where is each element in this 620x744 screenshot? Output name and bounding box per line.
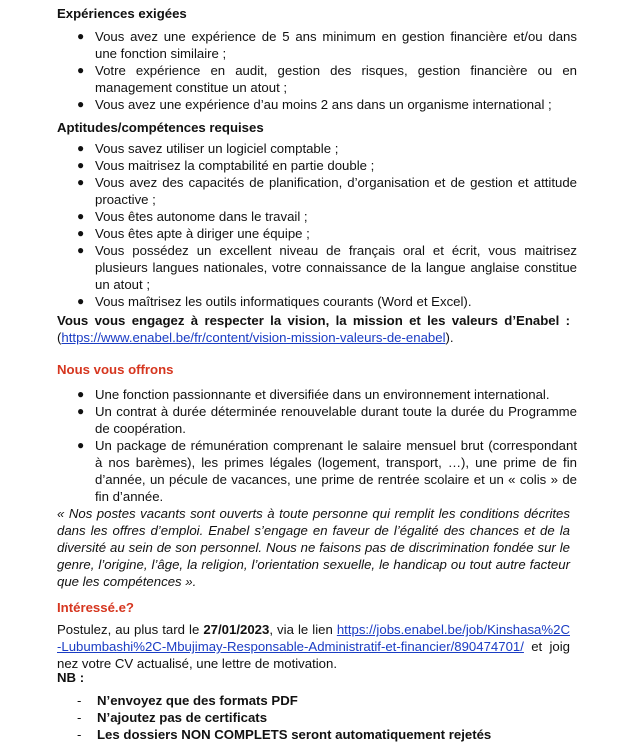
- list-item: ● Vous êtes apte à diriger une équipe ;: [77, 226, 310, 241]
- aptitudes-heading: Aptitudes/compétences requises: [57, 120, 264, 135]
- application-link[interactable]: https://jobs.enabel.be/job/Kinshasa%2C-Lubumbashi%2C-Mbujimay-Responsable-Administratif-et-financier/890474701/: [57, 622, 570, 654]
- bullet-icon: ●: [77, 97, 85, 111]
- nb-heading: NB :: [57, 670, 85, 685]
- list-item: ● Un contrat à durée déterminée renouvelable durant toute la durée du Programme de coopération.: [77, 404, 577, 436]
- bullet-icon: ●: [77, 294, 85, 308]
- bullet-icon: ●: [77, 404, 85, 418]
- list-item: ● Vous savez utiliser un logiciel comptable ;: [77, 141, 339, 156]
- dash-icon: -: [77, 710, 82, 725]
- offer-list: [57, 386, 577, 505]
- bullet-icon: ●: [77, 141, 85, 155]
- list-item: ● Vous maitrisez la comptabilité en partie double ;: [77, 158, 375, 173]
- experiences-list: [57, 28, 577, 113]
- bullet-icon: ●: [77, 226, 85, 240]
- list-item: ● Vous possédez un excellent niveau de français oral et écrit, vous maitrisez plusieurs langues nationales, votre connaissance de la langue anglaise constitue un atout ;: [77, 243, 577, 292]
- list-item: ● Vous avez une expérience d’au moins 2 ans dans un organisme international ;: [77, 97, 552, 112]
- list-item: - N’ajoutez pas de certificats: [77, 710, 268, 725]
- enabel-values-link[interactable]: https://www.enabel.be/fr/content/vision-mission-valeurs-de-enabel: [61, 330, 446, 345]
- dash-icon: -: [77, 727, 82, 742]
- list-item: ● Vous avez une expérience de 5 ans minimum en gestion financière et/ou dans une fonction similaire ;: [77, 29, 577, 61]
- list-item: ● Une fonction passionnante et diversifiée dans un environnement international.: [77, 387, 550, 402]
- list-item: ● Vous êtes autonome dans le travail ;: [77, 209, 308, 224]
- aptitudes-list: [57, 140, 577, 310]
- bullet-icon: ●: [77, 209, 85, 223]
- list-item: ● Vous avez des capacités de planification, d’organisation et de gestion et attitude proactive ;: [77, 175, 577, 207]
- bullet-icon: ●: [77, 243, 85, 257]
- experiences-heading: Expériences exigées: [57, 6, 187, 21]
- interested-heading: Intéressé.e?: [57, 600, 134, 615]
- bullet-icon: ●: [77, 63, 85, 77]
- application-paragraph: Postulez, au plus tard le 27/01/2023, via le lien https://jobs.enabel.be/job/Kinshasa%2C-Lubumbashi%2C-Mbujimay-Responsable-Administratif-et-financier/890474701/ et joignez votre CV actualisé, une lettre de motivation.: [57, 622, 570, 671]
- dash-icon: -: [77, 693, 82, 708]
- bullet-icon: ●: [77, 438, 85, 452]
- list-item: - N’envoyez que des formats PDF: [77, 693, 298, 708]
- bullet-icon: ●: [77, 29, 85, 43]
- bullet-icon: ●: [77, 158, 85, 172]
- engagement-paragraph: Vous vous engagez à respecter la vision, la mission et les valeurs d’Enabel :(https://www.enabel.be/fr/content/vision-mission-valeurs-de-enabel).: [57, 313, 570, 345]
- list-item: ● Votre expérience en audit, gestion des risques, gestion financière ou en management constitue un atout ;: [77, 63, 577, 95]
- bullet-icon: ●: [77, 175, 85, 189]
- list-item: ● Un package de rémunération comprenant le salaire mensuel brut (correspondant à nos barèmes), les primes légales (logement, transport, …), une prime de fin d’année, un pécule de vacances, une prime de rentrée scolaire et un « colis » de fin d’année.: [77, 438, 577, 504]
- equality-statement: « Nos postes vacants sont ouverts à toute personne qui remplit les conditions décrites dans les offres d’emploi. Enabel s’engage en faveur de l’égalité des chances et de la diversité au sein de son personnel. Nous ne faisons pas de discrimination fondée sur le genre, l’origine, l’âge, la religion, l’orientation sexuelle, le handicap ou tout autre facteur que les compétences ».: [57, 506, 570, 589]
- list-item: - Les dossiers NON COMPLETS seront automatiquement rejetés: [77, 727, 492, 742]
- nb-list: [57, 692, 577, 743]
- offer-heading: Nous vous offrons: [57, 362, 174, 377]
- list-item: ● Vous maîtrisez les outils informatiques courants (Word et Excel).: [77, 294, 472, 309]
- bullet-icon: ●: [77, 387, 85, 401]
